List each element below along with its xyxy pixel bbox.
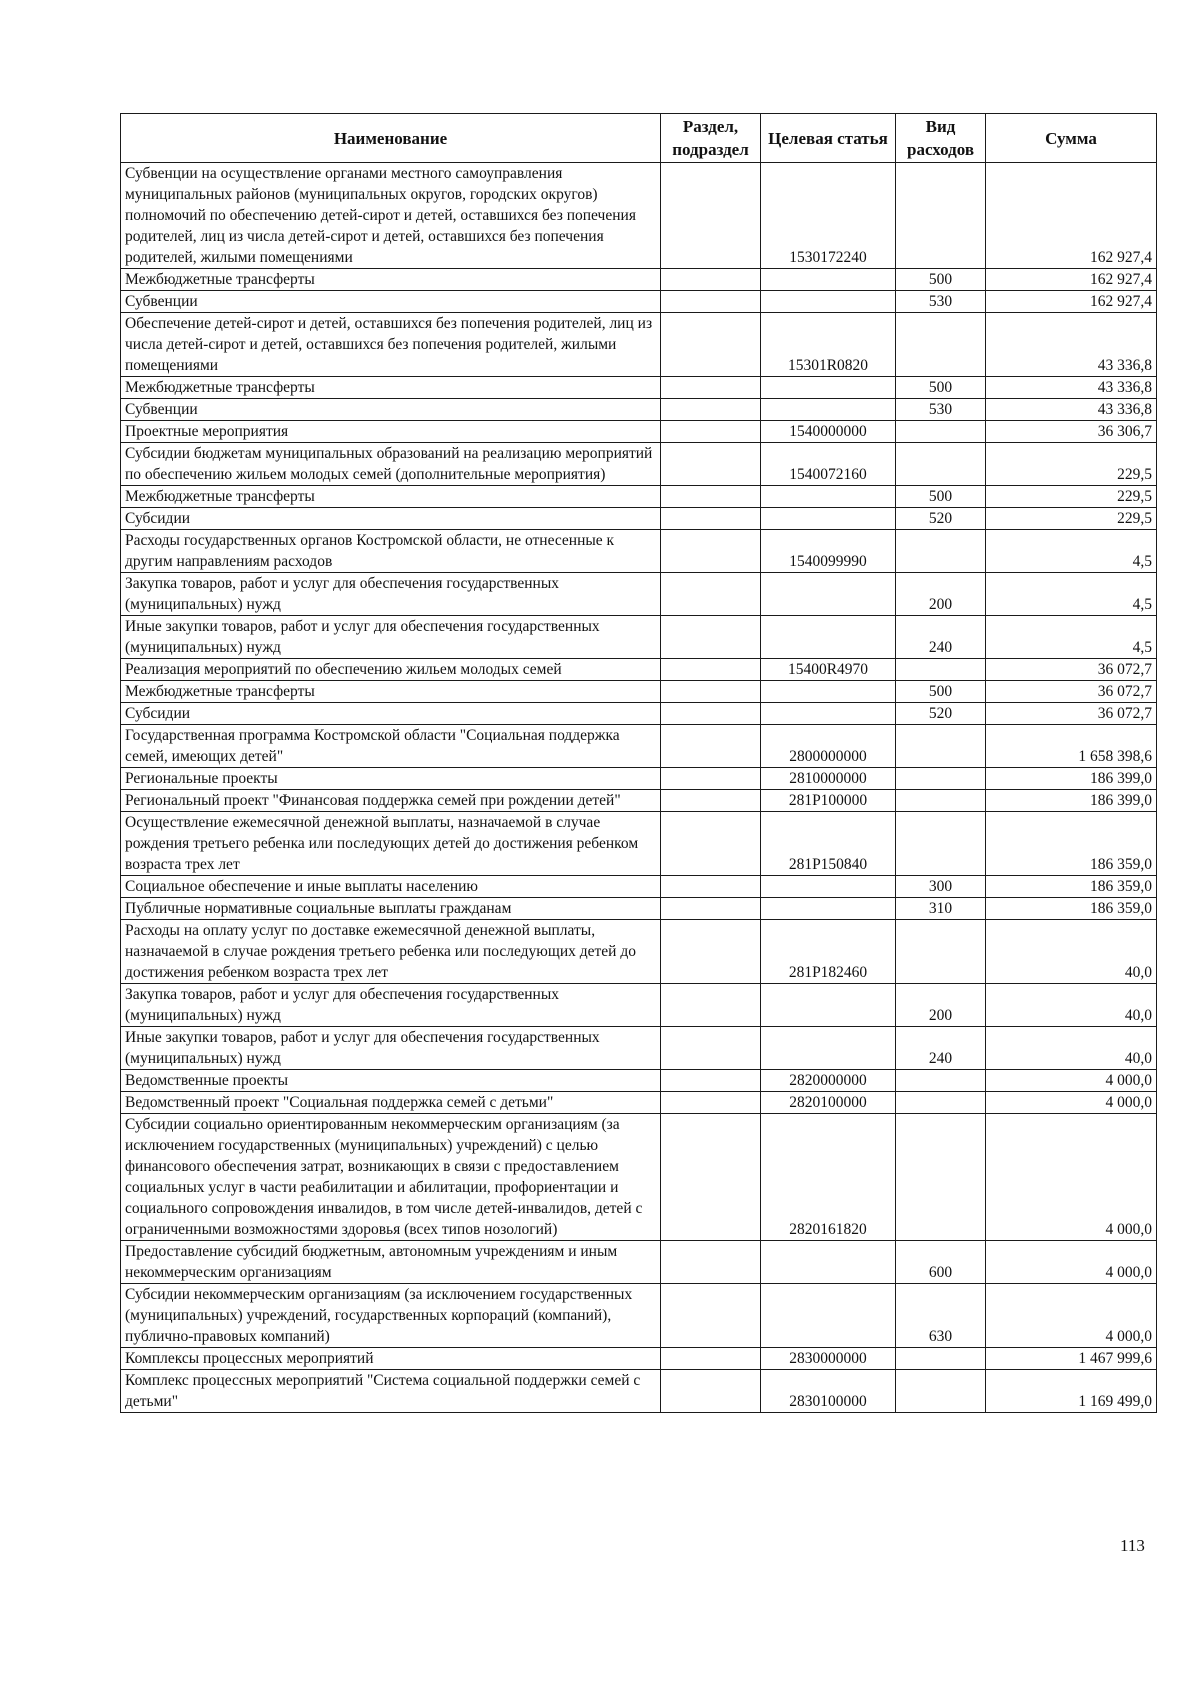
cell-sum: 4 000,0	[986, 1114, 1157, 1241]
cell-name: Субсидии	[121, 508, 661, 530]
cell-kind: 500	[896, 377, 986, 399]
cell-section	[661, 1027, 761, 1070]
table-row	[121, 163, 1157, 269]
cell-kind	[896, 443, 986, 486]
cell-section	[661, 443, 761, 486]
cell-section	[661, 898, 761, 920]
cell-name: Субвенции	[121, 399, 661, 421]
table-row	[121, 703, 1157, 725]
cell-target: 15301R0820	[761, 313, 896, 377]
table-row	[121, 1070, 1157, 1092]
table-row	[121, 876, 1157, 898]
cell-kind: 300	[896, 876, 986, 898]
cell-target: 281P100000	[761, 790, 896, 812]
cell-target	[761, 703, 896, 725]
cell-name: Реализация мероприятий по обеспечению жильем молодых семей	[121, 659, 661, 681]
table-row	[121, 984, 1157, 1027]
cell-sum: 4 000,0	[986, 1284, 1157, 1348]
cell-name: Предоставление субсидий бюджетным, автономным учреждениям и иным некоммерческим организациям	[121, 1241, 661, 1284]
cell-name: Ведомственный проект "Социальная поддержка семей с детьми"	[121, 1092, 661, 1114]
table-row	[121, 486, 1157, 508]
cell-kind	[896, 163, 986, 269]
cell-target	[761, 399, 896, 421]
cell-name: Субвенции	[121, 291, 661, 313]
cell-section	[661, 269, 761, 291]
cell-name: Комплекс процессных мероприятий "Система социальной поддержки семей с детьми"	[121, 1370, 661, 1413]
cell-name: Региональный проект "Финансовая поддержка семей при рождении детей"	[121, 790, 661, 812]
cell-kind	[896, 768, 986, 790]
table-row	[121, 725, 1157, 768]
cell-sum: 4,5	[986, 530, 1157, 573]
cell-name: Субвенции на осуществление органами местного самоуправления муниципальных районов (муниципальных округов, городских округов) полномочий по обеспечению детей-сирот и детей, оставшихся без попечения родителей, лиц из числа детей-сирот и детей, оставшихся без попечения родителей, жилыми помещениями	[121, 163, 661, 269]
table-row	[121, 443, 1157, 486]
cell-kind: 600	[896, 1241, 986, 1284]
cell-name: Расходы на оплату услуг по доставке ежемесячной денежной выплаты, назначаемой в случае рождения третьего ребенка или последующих детей до достижения ребенком возраста трех лет	[121, 920, 661, 984]
table-row	[121, 898, 1157, 920]
table-row	[121, 812, 1157, 876]
cell-section	[661, 768, 761, 790]
cell-section	[661, 703, 761, 725]
cell-kind	[896, 1114, 986, 1241]
cell-target: 281P182460	[761, 920, 896, 984]
cell-target	[761, 1241, 896, 1284]
table-row	[121, 1284, 1157, 1348]
table-row	[121, 377, 1157, 399]
cell-section	[661, 725, 761, 768]
cell-section	[661, 984, 761, 1027]
cell-section	[661, 530, 761, 573]
cell-sum: 186 359,0	[986, 876, 1157, 898]
cell-section	[661, 920, 761, 984]
header-kind: Вид расходов	[896, 114, 986, 163]
cell-kind	[896, 1092, 986, 1114]
cell-sum: 162 927,4	[986, 163, 1157, 269]
cell-target: 281P150840	[761, 812, 896, 876]
cell-name: Межбюджетные трансферты	[121, 377, 661, 399]
cell-target: 1540072160	[761, 443, 896, 486]
table-row	[121, 768, 1157, 790]
cell-sum: 4,5	[986, 616, 1157, 659]
cell-kind	[896, 421, 986, 443]
table-body	[121, 163, 1157, 1413]
cell-section	[661, 313, 761, 377]
cell-section	[661, 163, 761, 269]
table-row	[121, 616, 1157, 659]
table-row	[121, 1348, 1157, 1370]
cell-target: 2820100000	[761, 1092, 896, 1114]
cell-target	[761, 508, 896, 530]
cell-section	[661, 377, 761, 399]
cell-target	[761, 377, 896, 399]
header-section: Раздел, подраздел	[661, 114, 761, 163]
cell-section	[661, 659, 761, 681]
cell-sum: 36 072,7	[986, 703, 1157, 725]
cell-sum: 40,0	[986, 984, 1157, 1027]
cell-name: Ведомственные проекты	[121, 1070, 661, 1092]
cell-kind: 200	[896, 573, 986, 616]
cell-target: 2830100000	[761, 1370, 896, 1413]
cell-kind: 500	[896, 486, 986, 508]
cell-kind: 200	[896, 984, 986, 1027]
cell-target	[761, 984, 896, 1027]
cell-name: Проектные мероприятия	[121, 421, 661, 443]
cell-section	[661, 812, 761, 876]
cell-sum: 1 467 999,6	[986, 1348, 1157, 1370]
cell-section	[661, 486, 761, 508]
cell-target	[761, 876, 896, 898]
cell-target: 2820000000	[761, 1070, 896, 1092]
table-row	[121, 920, 1157, 984]
cell-sum: 43 336,8	[986, 377, 1157, 399]
cell-target	[761, 291, 896, 313]
cell-target: 15400R4970	[761, 659, 896, 681]
header-sum: Сумма	[986, 114, 1157, 163]
cell-name: Межбюджетные трансферты	[121, 681, 661, 703]
cell-section	[661, 1348, 761, 1370]
cell-target	[761, 486, 896, 508]
cell-target: 1530172240	[761, 163, 896, 269]
cell-target	[761, 269, 896, 291]
table-row	[121, 508, 1157, 530]
cell-kind: 530	[896, 291, 986, 313]
table-row	[121, 1370, 1157, 1413]
table-row	[121, 530, 1157, 573]
cell-section	[661, 1241, 761, 1284]
cell-sum: 186 399,0	[986, 768, 1157, 790]
cell-name: Субсидии бюджетам муниципальных образований на реализацию мероприятий по обеспечению жильем молодых семей (дополнительные мероприятия)	[121, 443, 661, 486]
cell-sum: 40,0	[986, 1027, 1157, 1070]
cell-kind	[896, 920, 986, 984]
cell-kind	[896, 725, 986, 768]
cell-kind: 630	[896, 1284, 986, 1348]
table-row	[121, 313, 1157, 377]
cell-target: 1540099990	[761, 530, 896, 573]
cell-kind: 240	[896, 616, 986, 659]
cell-target: 2820161820	[761, 1114, 896, 1241]
cell-kind	[896, 1070, 986, 1092]
budget-table	[120, 113, 1157, 1413]
cell-name: Закупка товаров, работ и услуг для обеспечения государственных (муниципальных) нужд	[121, 984, 661, 1027]
cell-sum: 229,5	[986, 443, 1157, 486]
cell-name: Публичные нормативные социальные выплаты гражданам	[121, 898, 661, 920]
cell-kind	[896, 659, 986, 681]
cell-kind	[896, 790, 986, 812]
cell-sum: 229,5	[986, 508, 1157, 530]
cell-section	[661, 421, 761, 443]
cell-kind: 520	[896, 508, 986, 530]
cell-target	[761, 1027, 896, 1070]
cell-name: Закупка товаров, работ и услуг для обеспечения государственных (муниципальных) нужд	[121, 573, 661, 616]
cell-target: 2830000000	[761, 1348, 896, 1370]
header-target: Целевая статья	[761, 114, 896, 163]
cell-sum: 36 306,7	[986, 421, 1157, 443]
cell-name: Межбюджетные трансферты	[121, 269, 661, 291]
cell-name: Расходы государственных органов Костромской области, не отнесенные к другим направлениям расходов	[121, 530, 661, 573]
cell-section	[661, 1284, 761, 1348]
cell-sum: 4 000,0	[986, 1070, 1157, 1092]
cell-kind	[896, 313, 986, 377]
cell-name: Государственная программа Костромской области "Социальная поддержка семей, имеющих детей"	[121, 725, 661, 768]
cell-sum: 4,5	[986, 573, 1157, 616]
cell-section	[661, 1114, 761, 1241]
cell-name: Иные закупки товаров, работ и услуг для обеспечения государственных (муниципальных) нужд	[121, 1027, 661, 1070]
table-header-row	[121, 114, 1157, 163]
cell-kind: 520	[896, 703, 986, 725]
cell-kind: 500	[896, 269, 986, 291]
cell-sum: 4 000,0	[986, 1241, 1157, 1284]
cell-section	[661, 876, 761, 898]
cell-sum: 186 359,0	[986, 812, 1157, 876]
cell-name: Социальное обеспечение и иные выплаты населению	[121, 876, 661, 898]
cell-sum: 162 927,4	[986, 269, 1157, 291]
table-row	[121, 291, 1157, 313]
cell-kind	[896, 812, 986, 876]
cell-target: 2810000000	[761, 768, 896, 790]
cell-kind: 500	[896, 681, 986, 703]
table-row	[121, 399, 1157, 421]
cell-section	[661, 291, 761, 313]
cell-target: 1540000000	[761, 421, 896, 443]
cell-target	[761, 616, 896, 659]
table-row	[121, 1027, 1157, 1070]
cell-sum: 36 072,7	[986, 681, 1157, 703]
cell-name: Субсидии некоммерческим организациям (за исключением государственных (муниципальных) учреждений, государственных корпораций (компаний), публично-правовых компаний)	[121, 1284, 661, 1348]
cell-sum: 162 927,4	[986, 291, 1157, 313]
table-row	[121, 681, 1157, 703]
cell-kind: 240	[896, 1027, 986, 1070]
cell-sum: 186 359,0	[986, 898, 1157, 920]
table-row	[121, 1114, 1157, 1241]
cell-section	[661, 1092, 761, 1114]
cell-section	[661, 681, 761, 703]
cell-sum: 43 336,8	[986, 313, 1157, 377]
cell-section	[661, 573, 761, 616]
table-row	[121, 1241, 1157, 1284]
cell-kind	[896, 530, 986, 573]
cell-target	[761, 1284, 896, 1348]
cell-section	[661, 616, 761, 659]
cell-kind: 310	[896, 898, 986, 920]
cell-section	[661, 508, 761, 530]
page-number: 113	[1120, 1536, 1145, 1555]
cell-target: 2800000000	[761, 725, 896, 768]
cell-target	[761, 573, 896, 616]
cell-name: Субсидии социально ориентированным некоммерческим организациям (за исключением государственных (муниципальных) учреждений) с целью финансового обеспечения затрат, возникающих в связи с предоставлением социальных услуг в части реабилитации и абилитации, профориентации и социального сопровождения инвалидов, в том числе детей-инвалидов, детей с ограниченными возможностями здоровья (всех типов нозологий)	[121, 1114, 661, 1241]
cell-name: Осуществление ежемесячной денежной выплаты, назначаемой в случае рождения третьего ребенка или последующих детей до достижения ребенком возраста трех лет	[121, 812, 661, 876]
table-row	[121, 421, 1157, 443]
table-row	[121, 573, 1157, 616]
table-row	[121, 1092, 1157, 1114]
cell-kind	[896, 1348, 986, 1370]
cell-sum: 1 169 499,0	[986, 1370, 1157, 1413]
cell-name: Обеспечение детей-сирот и детей, оставшихся без попечения родителей, лиц из числа детей-сирот и детей, оставшихся без попечения родителей, жилыми помещениями	[121, 313, 661, 377]
header-name: Наименование	[121, 114, 661, 163]
cell-target	[761, 898, 896, 920]
cell-sum: 1 658 398,6	[986, 725, 1157, 768]
cell-kind: 530	[896, 399, 986, 421]
cell-sum: 229,5	[986, 486, 1157, 508]
cell-sum: 43 336,8	[986, 399, 1157, 421]
cell-kind	[896, 1370, 986, 1413]
cell-section	[661, 1370, 761, 1413]
cell-name: Иные закупки товаров, работ и услуг для обеспечения государственных (муниципальных) нужд	[121, 616, 661, 659]
table-row	[121, 269, 1157, 291]
cell-target	[761, 681, 896, 703]
table-row	[121, 659, 1157, 681]
cell-name: Региональные проекты	[121, 768, 661, 790]
cell-name: Субсидии	[121, 703, 661, 725]
cell-name: Межбюджетные трансферты	[121, 486, 661, 508]
cell-sum: 40,0	[986, 920, 1157, 984]
cell-name: Комплексы процессных мероприятий	[121, 1348, 661, 1370]
cell-sum: 4 000,0	[986, 1092, 1157, 1114]
cell-section	[661, 399, 761, 421]
cell-sum: 36 072,7	[986, 659, 1157, 681]
cell-section	[661, 1070, 761, 1092]
table-row	[121, 790, 1157, 812]
cell-section	[661, 790, 761, 812]
cell-sum: 186 399,0	[986, 790, 1157, 812]
